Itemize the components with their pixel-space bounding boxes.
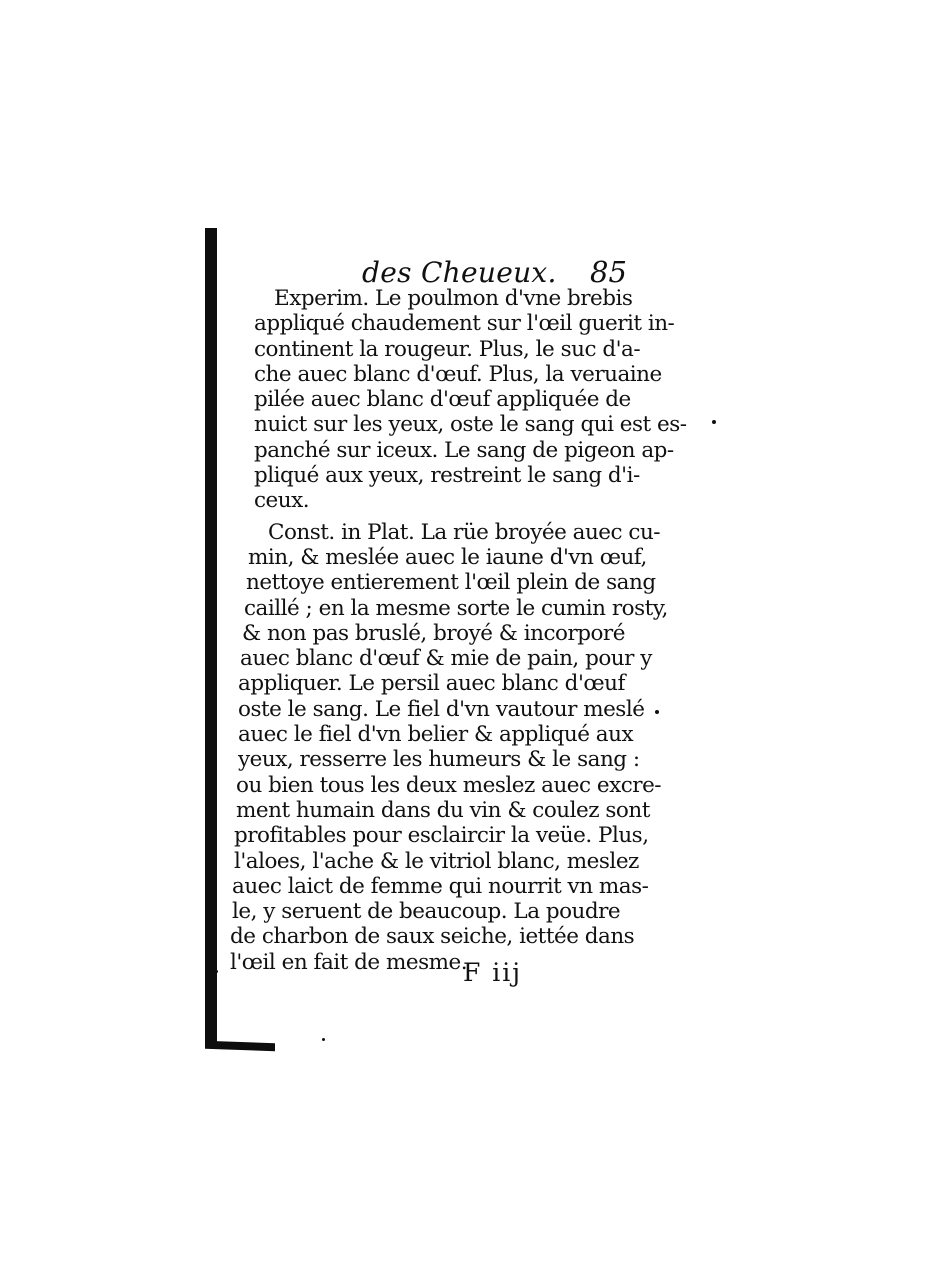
signature-mark: F iij xyxy=(463,958,523,987)
paragraph xyxy=(230,286,687,514)
text-line: le, y seruent de beaucoup. La poudre xyxy=(232,899,621,925)
text-line: ou bien tous les deux meslez auec excre- xyxy=(236,772,662,798)
text-line: min, & meslée auec le iaune d'vn œuf, xyxy=(248,544,647,570)
body-text xyxy=(230,286,687,975)
text-line: l'aloes, l'ache & le vitriol blanc, meslez xyxy=(234,848,639,874)
ink-speck xyxy=(655,710,659,714)
text-line: yeux, resserre les humeurs & le sang : xyxy=(238,747,640,773)
text-line: oste le sang. Le fiel d'vn vautour meslé xyxy=(238,696,645,722)
text-line: l'œil en fait de mesme. xyxy=(230,949,468,975)
text-line: Const. in Plat. La rüe broyée auec cu- xyxy=(268,519,661,545)
binding-shadow xyxy=(205,228,217,1048)
text-line: appliquer. Le persil auec blanc d'œuf xyxy=(238,671,625,697)
text-line: auec blanc d'œuf & mie de pain, pour y xyxy=(240,646,652,672)
text-line: Experim. Le poulmon d'vne brebis xyxy=(274,286,633,311)
text-line: ment humain dans du vin & coulez sont xyxy=(236,797,650,823)
page-number: 85 xyxy=(590,255,627,289)
running-head: des Cheueux. xyxy=(362,256,557,289)
text-line: nettoye entierement l'œil plein de sang xyxy=(246,570,656,596)
text-line: continent la rougeur. Plus, le suc d'a- xyxy=(254,336,641,362)
ink-speck xyxy=(215,970,218,973)
text-line: caillé ; en la mesme sorte le cumin rosty, xyxy=(244,595,668,621)
text-line: pilée auec blanc d'œuf appliquée de xyxy=(254,387,631,413)
ink-speck xyxy=(322,1038,325,1041)
text-line: de charbon de saux seiche, iettée dans xyxy=(230,924,635,950)
paragraph xyxy=(230,519,668,975)
text-line: panché sur iceux. Le sang de pigeon ap- xyxy=(254,437,674,463)
text-line: auec laict de femme qui nourrit vn mas- xyxy=(232,873,649,899)
text-line: appliqué chaudement sur l'œil guerit in- xyxy=(254,311,675,337)
text-line: auec le fiel d'vn belier & appliqué aux xyxy=(238,722,634,748)
text-line: ceux. xyxy=(254,488,310,514)
page-edge-shadow xyxy=(205,1041,275,1051)
text-line: che auec blanc d'œuf. Plus, la veruaine xyxy=(254,361,662,387)
text-line: pliqué aux yeux, restreint le sang d'i- xyxy=(254,463,640,489)
text-line: nuict sur les yeux, oste le sang qui est es- xyxy=(254,412,687,438)
ink-speck xyxy=(712,420,716,424)
text-line: profitables pour esclaircir la veüe. Plus, xyxy=(234,823,649,849)
text-line: & non pas bruslé, broyé & incorporé xyxy=(242,620,625,646)
